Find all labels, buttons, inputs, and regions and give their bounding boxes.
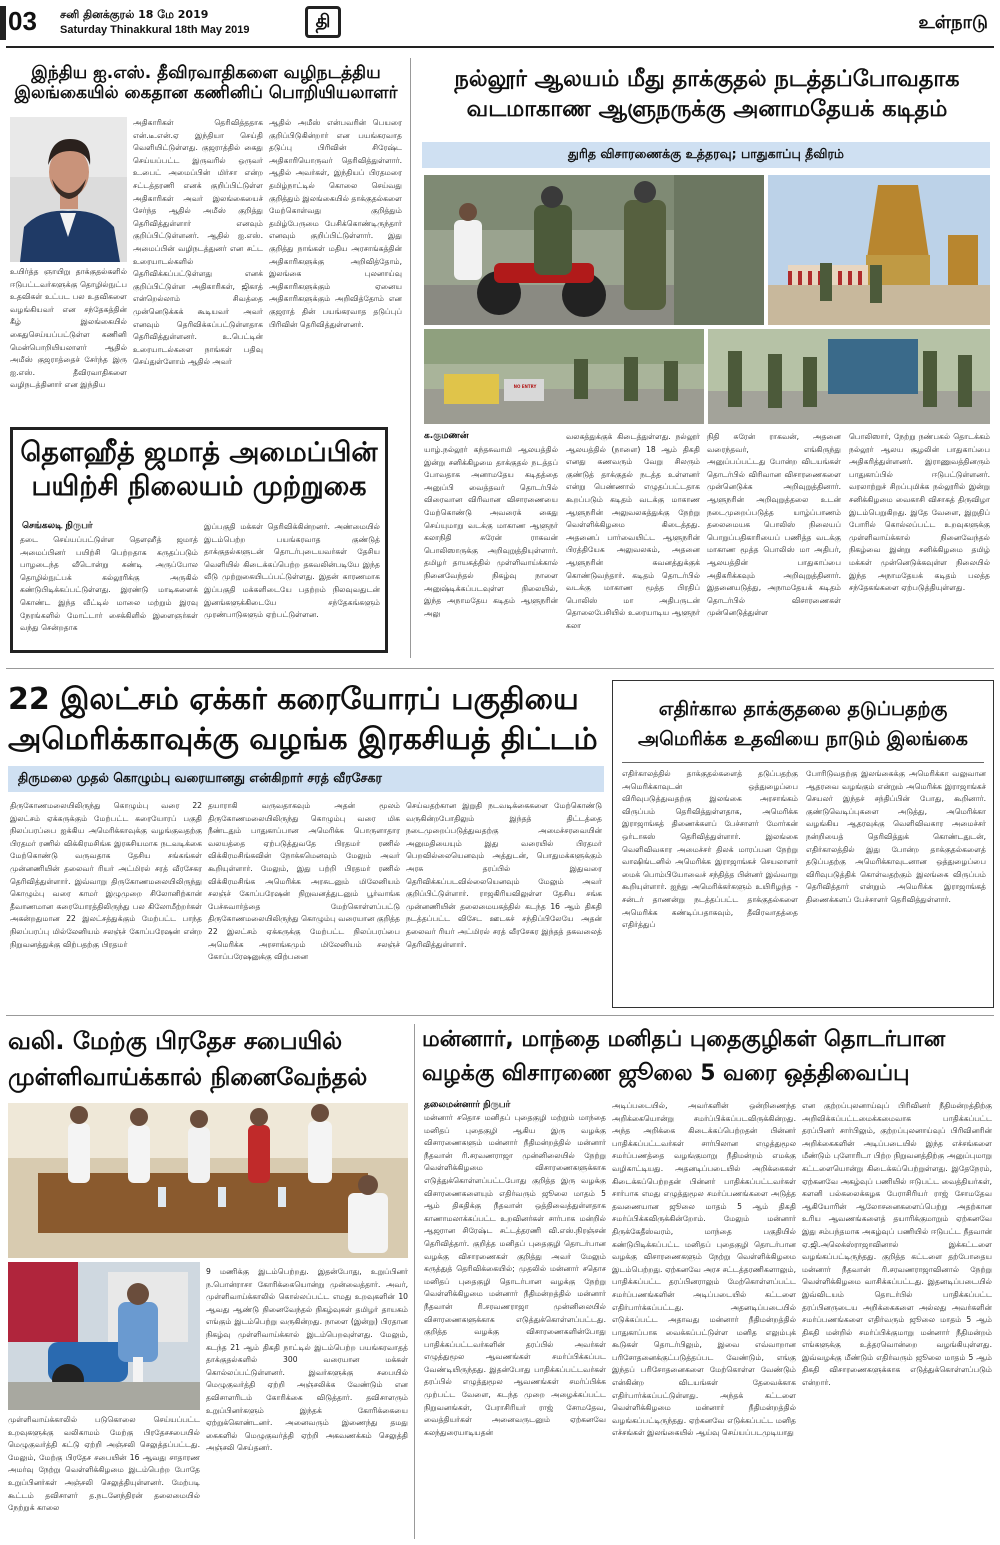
us-aid-headline-2: அமெரிக்க உதவியை நாடும் இலங்கை (638, 728, 968, 750)
mannar-col-1: மன்னார் சதொச மனிதப் புதைகுழி மற்றும் மாந்தை மனிதப் புதைகுழி ஆகிய இரு வழக்கு விசாரணைகளும் மன்னார் நீதிமன்றத்தில் மன்னார் நீதவான் ரி.சரவணராஜா முன்னிலையில் நேற்று வெள்ளிக்கிழமை விசாரணைகளுக்காக எடுத்துக்கொள்ளப்பட்டபோது குறித்த இரு வழக்கு விசாரணைகளையும் எதிர்வரும் ஜூலை மாதம் 5 ஆம் திகதிக்கு நீதவான் ஒத்திவைத்துள்ளதாக காணாமலாக்கப்பட்ட உறவினர்கள் சார்பாக மன்றில் ஆஜரான சிரேஷ்ட சட்டத்தரணி வி.எஸ்.நிரஞ்சன் தெரிவித்தார். குறித்த மனிதப் புதைகுழி தொடர்பான வழக்கு விசாரணைகள் குறித்து அவர் மேலும் கருத்துத் தெரிவிக்கையில்; முதலில் மன்னார் சதொச மனிதப் புதைகுழி தொடர்பான வழக்கு நேற்று வெள்ளிக்கிழமை மன்னார் நீதிமன்றத்தில் மன்னார் நீதவான் ரி.சரவணராஜா முன்னிலையில் விசாரணைகளுக்காக எடுத்துக்கொள்ளப்பட்டது. குறித்த வழக்கு விசாரணைகளின்போது பாதிக்கப்பட்டவர்களின் தரப்பில் அவர்கள் எழுத்துமூல ஆவணங்கள் சமர்ப்பிக்கப்பட வேண்டியிருந்தது. இதன்போது பாதிக்கப்பட்டவர்கள் தரப்பில் எழுத்துமூல ஆவணங்கள் சமர்ப்பிக்க முற்பட்ட வேளை, கடந்த முறை அழைக்கப்பட்ட நிறுவனங்கள், பேராசிரியர் ராஜ் சோமதேவ, வைத்தியர்கள் அனைவருடனும் ஏற்கனவே கலந்துரையாடியதன் (424, 1113, 606, 1437)
mullivaikkal-col-left: முள்ளிவாய்க்காலில் படுகொலை செய்யப்பட்ட உறவுகளுக்கு வலிகாமம் மேற்கு பிரதேசசபையில் மெழுகுவர்த்தி கட்டு ஏற்றி அஞ்சலி செலுத்தப்பட்டது. மேலும், மேற்கு பிரதேச சபையின் 16 ஆவது சாதாரண அமர்வு நேற்று வெள்ளிக்கிழமை இடம்பெற்ற போதே உறுப்பினர்கள் அஞ்சலி செலுத்தியுள்ளனர். மேற்படி கூட்டம் தவிசாளர் த.நடனேந்திரன் தலைமையில் நேற்றுக் காலை (8, 1415, 200, 1513)
mullivaikkal-headline-2: முள்ளிவாய்க்கால் நினைவேந்தல் (8, 1063, 368, 1091)
engineer-photo (10, 117, 127, 262)
page-number: 03 (8, 6, 37, 36)
mullivaikkal-headline-1: வலி. மேற்கு பிரதேச சபையில் (8, 1027, 343, 1055)
trinco-headline-1: 22 இலட்சம் ஏக்கர் கரையோரப் பகுதியை (8, 682, 579, 717)
us-aid-col-2: போரிடுவதற்கு இலங்கைக்கு அமெரிக்கா வலுவான ஆதரவை வழங்கும் என்றும் அமெரிக்க இராஜாங்கச் செயலர் இந்தச் சந்திப்பின் போது, கூறினார். குண்டுவெடிப்புகளை அடுத்து, அமெரிக்கா வழங்கிய ஆதரவுக்கு வெளிவிவகார அமைச்சர் நன்றியைத் தெரிவித்துக் கொண்டதுடன், எதிர்காலத்தில் இது போன்ற தாக்குதல்களைத் தடுப்பதற்கு அமெரிக்காவுடனான ஒத்துழைப்பை விரிவுபடுத்திக் கொள்வதற்கும் இலங்கை விருப்பம் தெரிவித்தார் என்றும் அமெரிக்க இராஜாங்கத் திணைக்களப் பேச்சாளர் தெரிவித்துள்ளார். (806, 769, 986, 904)
us-aid-rule (622, 762, 984, 763)
mannar-col-2: அடிப்படையில், அவர்களின் ஒன்றிணைந்த அறிக்கையொன்று சமர்ப்பிக்கப்படவிருக்கின்றது. அந்த அறிக்கை கிடைக்கப்பெற்றதன் பின்னர் பாதிக்கப்பட்டவர்கள் சார்பிலான எழுத்துமூல சமர்ப்பணத்தை வழங்குமாறு நீதிமன்றம் எமக்கு வழிகாட்டியது. அதனடிப்படையில் அறிக்கைகள் கிடைக்கப்பெற்றதன் பின்னர் பாதிக்கப்பட்டவர்கள் சார்பாக எமது எழுத்துமூல சமர்ப்பணங்களை அடுத்த தவணையான ஜூலை மாதம் 5 ஆம் திகதி சமர்ப்பிக்கவிருக்கின்றோம். மேலும் மன்னார் திருக்கேதீஸ்வரம், மாந்தை பகுதியில் கண்டுபிடிக்கப்பட்ட மனிதப் புதைகுழி தொடர்பான வழக்கு விசாரணைகளும் நேற்று வெள்ளிக்கிழமை இடம்பெற்றது. ஏற்கனவே அரச சட்டத்தரணிகளாலும், பாதிக்கப்பட்ட தரப்பினராலும் மேற்கொள்ளப்பட்ட சமர்ப்பணங்களின் அடிப்படையில் கட்டளை எதிர்பார்க்கப்பட்டது. அதனடிப்படையில் எடுக்கப்பட்ட அதாவது மன்னார் நீதிமன்றத்தில் பாதுகாப்பாக வைக்கப்பட்டுள்ள மனித எலும்புக் கூடுகள் தொடர்பிலும், இவை எவ்வாறான பரிசோதனைக்குட்படுத்தப்பட வேண்டும், எங்கு இந்தப் பரிசோதனைகளை மேற்கொள்ள வேண்டும் என்கின்ற விடயங்கள் தேவைக்காக எதிர்பார்க்கப்பட்டுள்ளது. அந்தக் கட்டளை வெள்ளிக்கிழமை மன்னார் நீதிமன்றத்தில் வழங்கப்பட்டிருந்தது. ஏற்கனவே எடுக்கப்பட்ட மனித எச்சங்கள் இலங்கையில் ஆய்வு செய்யப்படமுடியாது (612, 1101, 796, 1438)
nallur-photo-temple (768, 175, 990, 325)
header-rule (6, 46, 994, 48)
mullivaikkal-col-right: 9 மணிக்கு இடம்பெற்றது. இதன்போது, உறுப்பினர் ந.பொன்ராசா கோரிக்கையொன்று முன்வைத்தார். அவர், முள்ளிவாய்க்காலில் கொல்லப்பட்ட எமது உறவுகளின் 10 ஆவது ஆண்டு நினைவேந்தல் நிகழ்வுகள் தமிழர் தாயகம் எங்கும் இடம்பெற்று வருகின்றது. நாளை (இன்று) பிரதான நிகழ்வு முள்ளிவாய்க்கால் இடம்பெறவுள்ளது. மேலும், கடந்த 21 ஆம் திகதி நாட்டில் இடம்பெற்ற பயங்கரவாதத் தாக்குதல்களில் 300 வரையான மக்கள் கொல்லப்பட்டுள்ளனர். இவர்களுக்கு சபையில் மெழுகுவர்த்தி ஏற்றி அஞ்சலிக்க வேண்டும் என தவிசாளரிடம் கோரிக்கை விடுத்தார். தவிசாளரும் உறுப்பினர்களும் இந்தக் கோரிக்கையை ஏற்றுக்கொண்டனர். அனைவரும் இணைந்து தமது கைகளில் மெழுகுவர்த்தி ஏற்றி அகவணக்கம் செலுத்தி அஞ்சலி செய்தனர். (206, 1267, 408, 1453)
us-aid-headline-1: எதிர்கால தாக்குதலை தடுப்பதற்கு (658, 698, 948, 720)
engineer-col-mid: அதிகாரிகள் தெரிவித்ததாக என்.டீ.என்.ஏ இந்தியா செய்தி வெளியிட்டுள்ளது. குஜராத்தில் கைது செய்யப்பட்ட இருவரில் ஒருவர் உ.பைட் அமைப்பின் மிர்சா என்ற சட்டத்தரணி எனக் குறிப்பிட்டுள்ள அதிகாரிகள் அவர் இலங்கையைச் சேர்ந்த ஆதில் அமீஸ் குறித்து தெரிவித்துள்ளார் எனவும் குறிப்பிட்டுள்ளனர். ஆதில் ஐ.எஸ். அமைப்பின் வழிநடத்துனர் என சட்ட உரையாடல்களில் தெரிவிக்கப்பட்டுள்ளது எனக் குறிப்பிட்டுள்ள அதிகாரிகள், ஜிகாத் என்றெல்லாம் சிவத்தை முன்னெடுக்கக் கூடியவர் அவர் எனவும் தெரிவிக்கப்பட்டுள்ளதாக தெரிவித்துள்ளனர். உ.பெட்டின் உரையாடல்களை நாங்கள் பதிவு செய்துள்ளோம் ஆதில் அவர் (133, 118, 263, 367)
trinco-col-2: தயாராகி வருவதாகவும் அதன் மூலம் திருகோணமலையிலிருந்து கொழும்பு வரை மிக நீண்டதும் பாதுகாப்பான அமெரிக்க பொருளாதார வலயத்தை ஏற்படுத்துவதே பிரதமர் ரணில் விக்கிரமசிங்கவின் நோக்கமெனவும் மேலும் அவர் கூறியுள்ளார். மேலும், இது பற்றி பிரதமர் ரணில் விக்கிரமசிங்க அமெரிக்க அரசுடனும் மிலேனியம் சலஞ்ச் கோப்பரேஷன் நிறுவனத்துடனும் பூர்வாங்க பேச்சுவார்த்தை மேற்கொள்ளப்பட்டு திருகோணமலையிலிருந்து கொழும்பு வரையான குறித்த 22 இலட்சம் ஏக்கருக்கு மேற்பட்ட நிலப்பரப்பை அமெரிக்க அரசாங்கமும் மிலேனியம் சலஞ்ச் கோப்பரேஷனுக்கு விற்பனை (208, 801, 400, 962)
column-divider (410, 58, 411, 658)
nallur-photo-patrol (708, 329, 990, 424)
trinco-col-1: திருகோணமலையிலிருந்து கொழும்பு வரை 22 இலட்சம் ஏக்கருக்கும் மேற்பட்ட கரையோரப் பகுதி நிலப்பரப்பை ஐக்கிய அமெரிக்காவுக்கு வழங்குவதற்கு பிரதமர் ரணில் விக்கிரமசிங்க இரகசியமாக நடவடிக்கை மேற்கொண்டு வருவதாக தேசிய சங்கங்கள் முன்னணியின் தலைவர் ரியர் அட்மிரல் சரத் வீரசேகர தெரிவித்துள்ளார். இவ்வாறு திருகோணமலையிலிருந்து கொழும்பு வரை காமர் இழுமுறை சிலோனிற்கான் தீவாணமான கரையோரத்திலிருந்து பல கிலோமீற்றர்கள் அகன்றதுமான 22 இலட்சத்துக்கும் மேற்பட்ட பாந்த நிலப்பரப்பு மில்லேனியம் சலஞ்ச் கோப்பரேஷன் என்ற நிறுவனத்துக்கு விற்பதற்கு பிரதமர் (10, 801, 202, 949)
date-english: Saturday Thinakkural 18th May 2019 (60, 24, 250, 36)
thowheed-col-left: தடை செய்யப்பட்டுள்ள தௌஹீத் ஜமாத் அமைப்பினர் பயிற்சி பெற்றதாக கருதப்படும் பாழடைந்த வீடொன்று சுண்டி அருப்போல தொழில்நுட்பக் கல்லூரிக்கு அருகில் கண்டுபிடிக்கப்பட்டுள்ளது. இரண்டு மாடிகளைக் கொண்ட இந்த வீட்டில் மாலை மற்றும் இரவு நேரங்களில் மோட்டார் சைக்கிளில் இளைஞர்கள் வந்து சென்றதாக (20, 535, 198, 633)
mannar-headline-2: வழக்கு விசாரணை ஜூலை 5 வரை ஒத்திவைப்பு (422, 1061, 910, 1086)
us-aid-col-1: எதிர்காலத்தில் தாக்குதல்களைத் தடுப்பதற்கு அமெரிக்காவுடன் ஒத்துழைப்பை விரிவுபடுத்துவதற்கு இலங்கை அரசாங்கம் விருப்பம் தெரிவித்துள்ளதாக, அமெரிக்க இராஜாங்கத் திணைக்களப் பேச்சாளர் மோர்கன் ஒர்டாகஸ் தெரிவித்துள்ளார். இலங்கை வெளிவிவகார அமைச்சர் திலக் மாரப்பன நேற்று வாஷிங்டனில் அமெரிக்க இராஜாங்கச் செயலாளர் மைக் பொம்பியோவைச் சந்தித்த பின்னர் இவ்வாறு கூறியுள்ளார். ஐந்து அமெரிக்கர்களும் உயிரிழந்த - சன்டர் தாணன்று நடத்தப்பட்ட தாக்குதல்களை அமெரிக்க கண்டிப்பதாகவும், தீவிரவாதத்தை எதிர்த்துப் (622, 769, 798, 930)
thowheed-headline: தௌஹீத் ஜமாத் அமைப்பின் பயிற்சி நிலையம் முற்றுகை (20, 437, 378, 502)
nallur-headline: நல்லூர் ஆலயம் மீது தாக்குதல் நடத்தப்போவதாக வடமாகாண ஆளுநருக்கு அனாமதேயக் கடிதம் (454, 66, 960, 122)
nallur-photo-road-block (424, 329, 704, 424)
mannar-headline-1: மன்னார், மாந்தை மனிதப் புதைகுழிகள் தொடர்பான (422, 1027, 946, 1052)
mullivaikkal-photo-candle (8, 1262, 200, 1410)
thowheed-byline: செங்கலடி நிருபர் (22, 521, 93, 531)
mullivaikkal-photo-council (8, 1103, 408, 1258)
section-name: உள்நாடு (918, 12, 988, 33)
nallur-col-2: வலகத்துக்குக் கிடைத்துள்ளது. நல்லூர் ஆலயத்தில் (நாளை) 18 ஆம் திகதி எனது கணவரும் வேறு சிலரும் குண்டுத் தாக்குதல் நடத்த உள்ளனர் என்று பெண்ணால் எழுதப்பட்டதாக கூறப்படும் கடிதம் வடக்கு மாகாண ஆளுநரின் அலுவலகத்துக்கு நேற்று வெள்ளிக்கிழமை கிடைத்தது. அதனைப் பார்வையிட்ட ஆளுநரின் பிரத்தியேக அலுவலகம், அதனை ஆளுநரின் கவனத்துக்குக் கொண்டுவந்தார். கடிதம் தொடர்பில் வடக்கு மாகாண மூத்த பிரதிப் பொலிஸ் மா அதிபருடன் தொலைபேசியில் உரையாடிய ஆளுநர் கலா (566, 432, 700, 630)
column-divider-2 (414, 1024, 415, 1539)
nallur-col-4: பொலிஸார், நேற்று நண்பகல் தொடக்கம் நல்லூர் ஆலய சூழலின் பாதுகாப்பை அதிகரித்துள்ளனர். இராணுவத்தினரும் பாதுகாப்பில் ஈடுபட்டுள்ளனர். வரலாற்றுச் சிறப்புமிக்க நல்லூரில் இன்று சனிக்கிழமை வைகாசி விசாகத் திருவிழா இடம்பெறுகிறது. இதே வேளை, இறுதிப் போரில் கொல்லப்பட்ட உறவுகளுக்கு முள்ளிவாய்க்கால் நினைவேந்தல் நிகழ்வை இன்று சனிக்கிழமை தமிழ் மக்கள் முன்னெடுக்கவுள்ள நிலையில் இந்த அநாமதேயக் கடிதம் பலத்த சந்தேகங்களை ஏற்படுத்தியுள்ளது. (849, 432, 990, 593)
nallur-col-3: நிதி சுரேன் ராகவன், அதனை வரைந்தவர், எங்கிருந்து அனுப்பப்பட்டது போன்ற விடயங்கள் தொடர்பில் விரிவான விசாரணைகளை முன்னெடுக்க அறிவுறுத்தினார். ஆளுநரின் அறிவுறுத்தலை உடன் நடைமுறைப்படுத்த யாழ்ப்பாணம் தலைமையக பொலிஸ் நிலையப் பொறுப்பதிகாரியைப் பணித்த வடக்கு மாகாண மூத்த பொலிஸ் மா அதிபர், ஆலயத்தின் பாதுகாப்பை அதிகரிக்கவும் அறிவுறுத்தினார். இதனையடுத்து, அநாமதேயக் கடிதம் தொடர்பில் விசாரணைகள் முன்னெடுத்துள்ள (707, 432, 841, 618)
engineer-headline: இந்திய ஐ.எஸ். தீவிரவாதிகளை வழிநடத்திய இலங்கையில் கைதான கணினிப் பொறியியலாளர் (14, 63, 398, 103)
photo-sign-text: NO ENTRY (513, 384, 537, 389)
date-tamil: சனி தினக்குரல் 18 மே 2019 (60, 8, 209, 21)
section-divider (6, 668, 994, 669)
nallur-col-1: யாழ்.நல்லூர் கந்தசுவாமி ஆலயத்தில் இன்று சனிக்கிழமை தாக்குதல் நடத்தப் போவதாக அனாமதேய கடிதத்தை அனுப்பி வைத்தவர் தொடர்பில் விரைவான விரிவான விசாரணையை மேற்கொண்டு அவரைக் கைது செய்யுமாறு வடக்கு மாகாண ஆளுநர் கலாநிதி சுரேன் ராகவன் பொலிஸாருக்கு அறிவுறுத்தியுள்ளார். தமிழர் தாயகத்தில் முள்ளிவாய்க்கால் நினைவேந்தல் நிகழ்வு நாளை அனுஷ்டிக்கப்படவுள்ள நிலையில், இந்த அநாமதேய கடிதம் ஆளுநரின் அலு (424, 445, 558, 618)
engineer-col-left: உயிர்த்த ஞாயிறு தாக்குதல்களில் ஈடுபட்டவர்களுக்கு தொழில்நுட்ப உதவிகள் உட்பட பல உதவிகளை வழங்கியவர் என சந்தேகத்தின் கீழ் இலங்கையில் கைதுசெய்யப்பட்டுள்ள கணினி மென்பொறியியலாளர் ஆதில் அமீஸ் குஜராத்தைச் சேர்ந்த இரு ஐ.எஸ். தீவிரவாதிகளை வழிநடத்தினார் என இந்திய (10, 267, 127, 390)
nallur-subheading: துரித விசாரணைக்கு உத்தரவு; பாதுகாப்பு தீவிரம் (422, 142, 990, 168)
trinco-col-3: செய்வதற்கான இறுதி நடவடிக்கைகளை மேற்கொண்டு வருகின்றபோதிலும் இந்தத் திட்டத்தை நடைமுறைப்படுத்துவதற்கு அமைச்சரவையின் அனுமதியையும் இது வரையில் பிரதமர் பெறவில்லையெனவும் அத்துடன், பொதுமக்களுக்கும் அரசு தரப்பில் இதுவரை தெரிவிக்கப்படவில்லையெனவும் மேலும் அவர் குறிப்பிட்டுள்ளார். ராஜகிரியவிலுள்ள தேசிய சங்க முன்னணியின் தலைமையகத்தில் கடந்த 16 ஆம் திகதி நடத்தப்பட்ட விசேட ஊடகச் சந்திப்பிலேயே அதன் தலைவர் ரியர் அட்மிரல் சரத் வீரசேகர இந்தத் தகவலைத் தெரிவித்துள்ளார். (406, 801, 602, 949)
thowheed-col-right: இப்பகுதி மக்கள் தெரிவிக்கின்றனர். அண்மையில் இடம்பெற்ற பயங்கரவாத குண்டுத் தாக்குதல்களுடன் தொடர்புடையவர்கள் தேசிய வெளியில் கிடைக்கப்பெற்ற தகவலின்படியே இந்த வீடு முற்றுகையிடப்பட்டுள்ளது. இதன் காரணமாக இப்பகுதி மக்களிடையே பதற்றம் நிலவுவதுடன் இனங்களுக்கிடையே சந்தேகங்களும் முரண்பாடுகளும் ஏற்பட்டுள்ளன. (204, 522, 380, 620)
engineer-col-right: ஆதில் அமீஸ் என்பவரின் பெயரை குறிப்பிடுகின்றார் என பயங்கரவாத தடுப்பு பிரிவின் சிரேஷ்ட அதிகாரியொருவர் தெரிவித்துள்ளார். ஆதில் அவர்கள், இந்தியப் பிரதமரை தமிழ்நாட்டில் கொலை செய்வது குறித்தும் இலங்கையில் தாக்குதல்களை மேற்கொள்வது குறித்தும் தமிழ்பேருமை பேசிக்கொண்டிருந்தார் எனவும் குறிப்பிட்டுள்ளார். இது குறித்து நாங்கள் மதிய அரசாங்கத்தின் அதிகாரிகளுக்கு அறிவித்தோம், இலங்கை புலனாய்வு அதிகாரிகளுக்கும் ஏனைய அதிகாரிகளுக்கும் அறிவித்தோம் என குஜராத் தின் பயங்கரவாத தடுப்புப் பிரிவின் தெரிவித்துள்ளனர். (269, 118, 402, 329)
nallur-byline: க.குமணன் (424, 431, 469, 441)
nallur-photo-soldiers-bike (424, 175, 764, 325)
section-divider-2 (6, 1015, 994, 1016)
mannar-col-3: என குற்றப்புலனாய்வுப் பிரிவினர் நீதிமன்றத்திற்கு அறிவிக்கப்பட்டமைக்கமைவாக பாதிக்கப்பட்ட தரப்பினர் சார்பிலும், குற்றப்புலனாய்வுப் பிரிவினரின் அறிக்கைகளின் அடிப்படையில் இந்த எச்சங்களை மீண்டும் புளோரிடா பிற்ற நிறுவனத்திற்கு அனுப்புமாறு கட்டளையொன்று கிடைக்கப்பெற்றுள்ளது. இதேநேரம், ஏற்கனவே அகழ்வுப் பணியில் ஈடுபட்ட வைத்தியர்கள், களனி பல்கலைக்கழக பேராசிரியர் ராஜ் சோமதேவ ஆகியோரின் ஆலோசனைகளைப்பெற்று அதற்கான உரிய ஆவணங்களைத் தயாரிக்குமாறும் ஏற்கனவே இது சம்பந்தமாக அகழ்வுப் பணியில் ஈடுபட்ட நீதவான் ஏ.ஜி.அலெக்ஸ்ராஜாவினால் இக்கட்டளை வழங்கப்பட்டிருந்தது. குறித்த கட்டளை தற்போதைய மன்னார் நீதவான் ரி.சரவணராஜாவினால் நேற்று வெள்ளிக்கிழமை வாசிக்கப்பட்டது. இதனடிப்படையில் இவ்விடயம் தொடர்பில் பாதிக்கப்பட்ட தரப்பினருடைய அறிக்கைகளை அல்லது அவர்களின் சமர்ப்பணங்களை எதிர்வரும் ஜூலை மாதம் 5 ஆம் திகதி மன்றில் சமர்ப்பிக்குமாறு மன்னார் நீதிமன்றம் எங்களுக்கு உத்தரவொன்றை வழங்கியுள்ளது. இவ்வழக்கு மீண்டும் எதிர்வரும் ஜூலை மாதம் 5 ஆம் திகதி விசாரணைகளுக்காக எடுத்துக்கொள்ளப்படும் என்றார். (802, 1101, 992, 1388)
trinco-subheading: திருமலை முதல் கொழும்பு வரையானது என்கிறார் சரத் வீரசேகர (8, 766, 604, 792)
mannar-byline: தலைமன்னார் நிருபர் (424, 1100, 511, 1110)
newspaper-logo: தி (305, 6, 341, 38)
trinco-headline-2: அமெரிக்காவுக்கு வழங்க இரகசியத் திட்டம் (8, 722, 598, 757)
header-bar (0, 6, 6, 40)
